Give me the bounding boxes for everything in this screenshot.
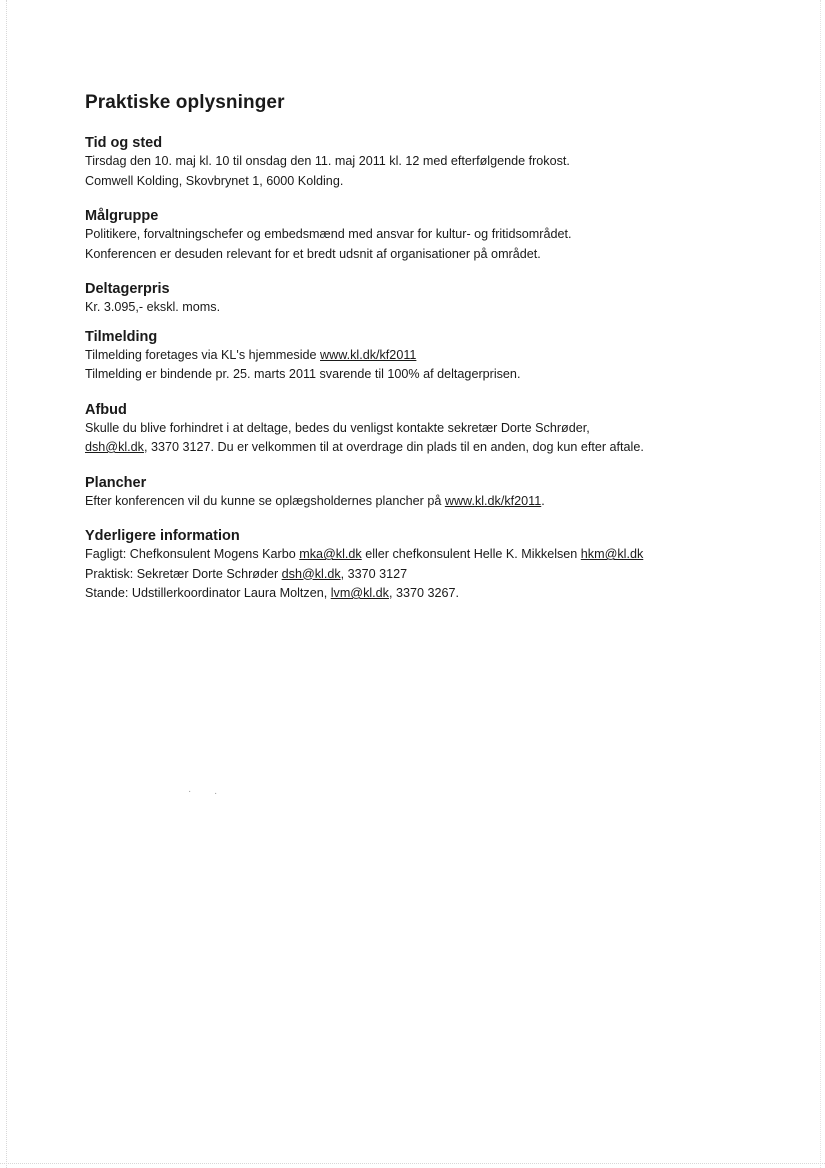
email-link-hkm[interactable]: hkm@kl.dk [580,547,644,561]
email-link-dsh[interactable]: dsh@kl.dk [281,566,341,581]
section-heading: Tilmelding [85,328,158,345]
slides-link[interactable]: www.kl.dk/kf2011 [444,493,542,508]
email-link-lvm[interactable]: lvm@kl.dk [330,586,389,600]
scan-speck: · [188,786,192,797]
section-malgruppe [85,208,785,264]
contact-text: Praktisk: Sekretær Dorte Schrøder [85,566,282,581]
contact-text: Stande: Udstillerkoordinator Laura Moltzen, [85,586,331,600]
scan-edge-right [820,0,821,1168]
contact-stande-line [85,584,785,604]
scan-speck: · [214,788,218,799]
section-plancher [85,475,785,512]
contact-praktisk-line [85,565,785,585]
contact-text: , 3370 3267. [388,586,460,600]
section-tid-og-sted [85,135,785,191]
slides-text: Efter konferencen vil du kunne se oplægsholdernes plancher på [85,493,445,508]
slides-period: . [541,493,545,508]
contact-faglig-line [85,545,785,565]
registration-terms-line: Tilmelding er bindende pr. 25. marts 2011 svarende til 100% af deltagerprisen. [85,367,521,381]
audience-line: Politikere, forvaltningschefer og embedsmænd med ansvar for kultur- og fritidsområdet. [85,227,572,241]
audience-line: Konferencen er desuden relevant for et bredt udsnit af organisationer på området. [85,246,541,261]
scan-edge-bottom [0,1163,825,1164]
email-link-mka[interactable]: mka@kl.dk [299,547,362,561]
email-link-dsh[interactable]: dsh@kl.dk [85,440,144,454]
section-heading: Yderligere information [85,528,240,544]
contact-text: , 3370 3127 [340,566,408,581]
registration-text: Tilmelding foretages via KL's hjemmeside [85,347,321,362]
registration-line [85,346,785,366]
cancellation-text: , 3370 3127. Du er velkommen til at overdrage din plads til en anden, dog kun efter aftale. [143,440,644,454]
section-heading: Afbud [85,401,127,418]
registration-link[interactable]: www.kl.dk/kf2011 [320,347,417,362]
section-tilmelding [85,329,785,385]
section-afbud [85,402,785,458]
section-yderligere-information [85,528,785,604]
venue-line: Comwell Kolding, Skovbrynet 1, 6000 Kolding. [85,173,344,188]
section-heading: Plancher [85,474,147,491]
contact-text: eller chefkonsulent Helle K. Mikkelsen [361,547,581,561]
contact-text: Fagligt: Chefkonsulent Mogens Karbo [85,547,300,561]
section-heading: Målgruppe [85,208,159,224]
date-line: Tirsdag den 10. maj kl. 10 til onsdag den 11. maj 2011 kl. 12 med efterfølgende frokost. [85,154,570,168]
price-line: Kr. 3.095,- ekskl. moms. [85,300,221,314]
document-page [85,92,785,621]
cancellation-contact-line [85,438,785,458]
page-title: Praktiske oplysninger [85,92,285,113]
section-heading: Tid og sted [85,135,163,151]
scan-edge-left [6,0,7,1168]
cancellation-line: Skulle du blive forhindret i at deltage, bedes du venligst kontakte sekretær Dorte Schrøder, [85,420,590,435]
section-heading: Deltagerpris [85,281,170,297]
slides-line [85,492,785,512]
section-deltagerpris [85,281,785,318]
